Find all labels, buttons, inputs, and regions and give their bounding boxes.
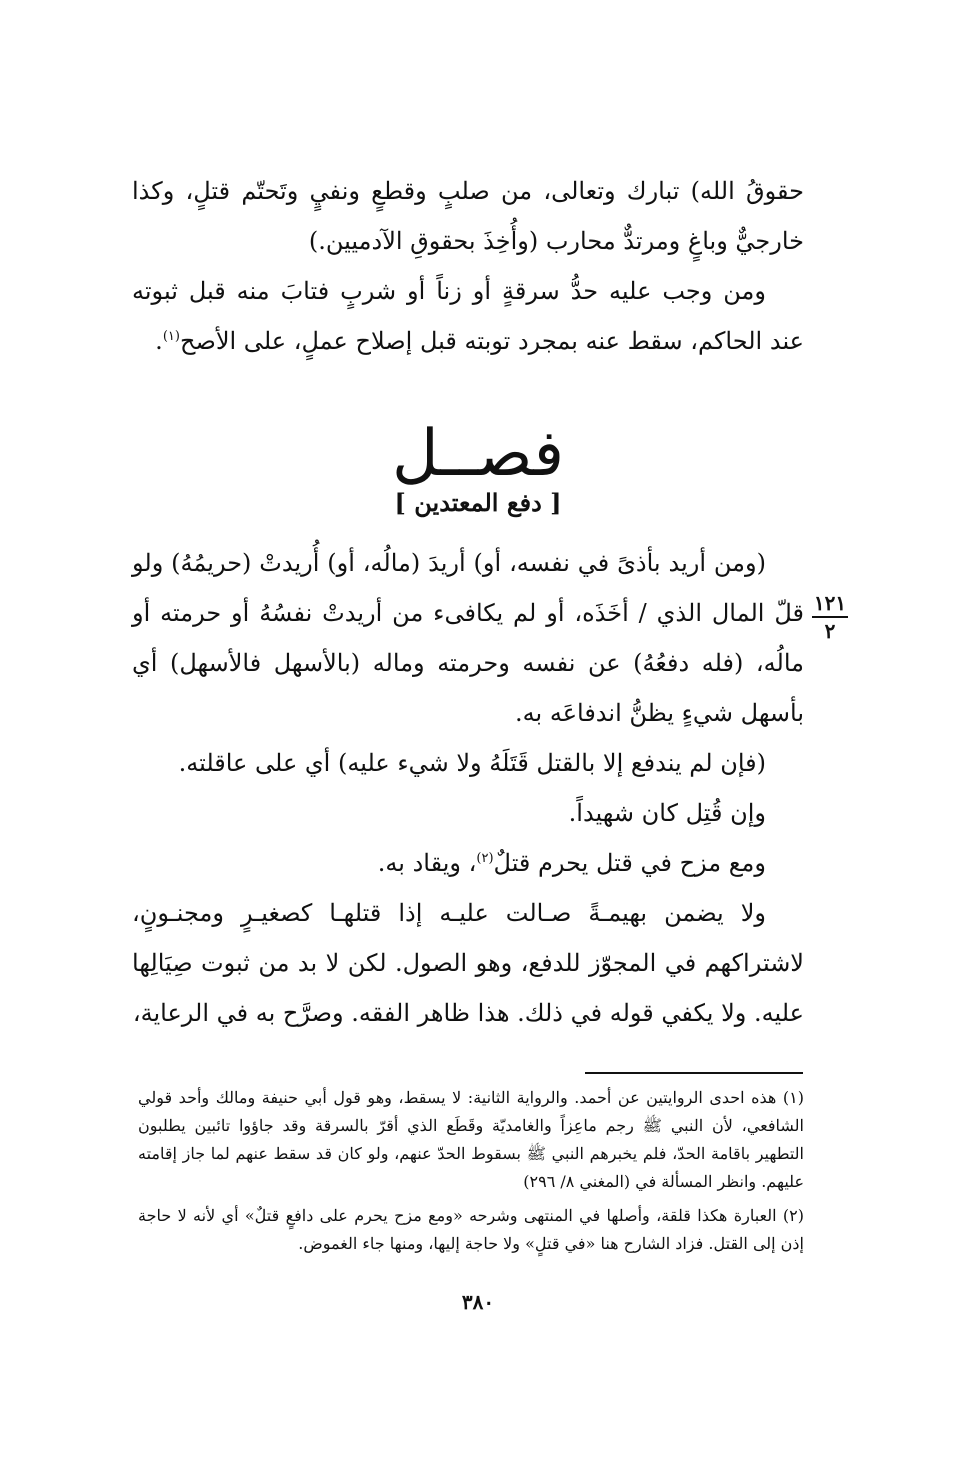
paragraph-mazh-end: ، ويقاد به. <box>377 849 477 877</box>
paragraph-tawba-text: ومن وجب عليه حدُّ سرقةٍ أو زناً أو شربٍ فتابَ منه قبل ثبوته عند الحاكم، سقط عنه بمجرد توبته قبل إصلاح عملٍ، على الأصح <box>132 277 804 355</box>
paragraph-tawba-hadd <box>132 266 804 366</box>
footnote-2: (٢) العبارة هكذا قلقة، وأصلها في المنتهى وشرحه «ومع مزح يحرم على دافعٍ قتلٌ» أي لأنه لا حاجة إذن إلى القتل. فزاد الشارح هنا «في قتلٍ» ولا حاجة إليها، ومنها جاء الغموض. <box>138 1206 804 1253</box>
margin-page-reference <box>812 593 848 641</box>
paragraph-qatl: (فإن لم يندفع إلا بالقتل قَتَلَهُ ولا شيء عليه) أي على عاقلته. <box>178 749 766 777</box>
margin-ref-numerator: ١٢١ <box>812 593 848 618</box>
paragraph-tawba-end: . <box>155 327 163 355</box>
paragraph-mazh <box>132 838 804 888</box>
margin-ref-denominator: ٢ <box>824 619 836 643</box>
page-number: ٣٨٠ <box>461 1290 495 1314</box>
main-text-block <box>132 538 804 1038</box>
paragraph-shahid: وإن قُتِل كان شهيداً. <box>568 799 766 827</box>
paragraph-mazh-text: ومع مزح في قتل يحرم قتلٌ <box>493 849 766 877</box>
footnote-ref-2[interactable]: (٢) <box>476 851 494 866</box>
paragraph-bahima: ولا يضمن بهيمـةً صـالت عليـه إذا قتلهـا كصغيـرٍ ومجنـونٍ، لاشتراكهم في المجوّز للدفع، وهو الصول. لكن لا بد من ثبوت صِيَالِها عليه. ولا يكفي قوله في ذلك. هذا ظاهر الفقه. وصرَّح به في الرعاية، <box>132 899 804 1027</box>
section-subtitle: [ دفع المعتدين ] <box>394 488 562 517</box>
footnotes-section <box>138 1084 804 1264</box>
footnote-ref-1[interactable]: (١) <box>162 329 180 344</box>
paragraph-huquq-allah: حقوقُ الله) تبارك وتعالى، من صلبٍ وقطعٍ ونفيٍ وتَحتّم قتلٍ، وكذا خارجيٌّ وباغٍ ومرتدٌّ محارب (وأُخِذَ بحقوقِ الآدميين.) <box>132 177 804 255</box>
footnote-1: (١) هذه احدى الروايتين عن أحمد. والرواية الثانية: لا يسقط، وهو قول أبي حنيفة ومالك وأحد قولي الشافعي، لأن النبي ﷺ رجم ماعِزاً والغامديّة وقَطَع الذي أقرّ بالسرقة وقد جاؤوا تائبين يطلبون التطهير باقامة الحدّ، فلم يخبرهم النبي ﷺ بسقوط الحدّ عنهم، ولو كان قد سقط عنهم لما جاز إقامته عليهم. وانظر المسألة في (المغني ٨/ ٢٩٦) <box>138 1088 804 1191</box>
top-text-block <box>132 166 804 366</box>
footnote-divider <box>585 1072 803 1074</box>
paragraph-daf-muatadin: (ومن أريد بأذىً في نفسه، أو) أريدَ (مالُه، أو) أُريدتْ (حريمُهُ) ولو قلّ المال الذي / أخَذَه، أو لم يكافىء من أريدتْ نفسُهُ أو حرمته أو مالُه، (فله دفعُهُ) عن نفسه وحرمته وماله (بالأسهل فالأسهل) أي بأسهل شيءٍ يظنُّ اندفاعَه به. <box>132 549 804 727</box>
section-heading-fasl: فصــل <box>391 417 565 491</box>
